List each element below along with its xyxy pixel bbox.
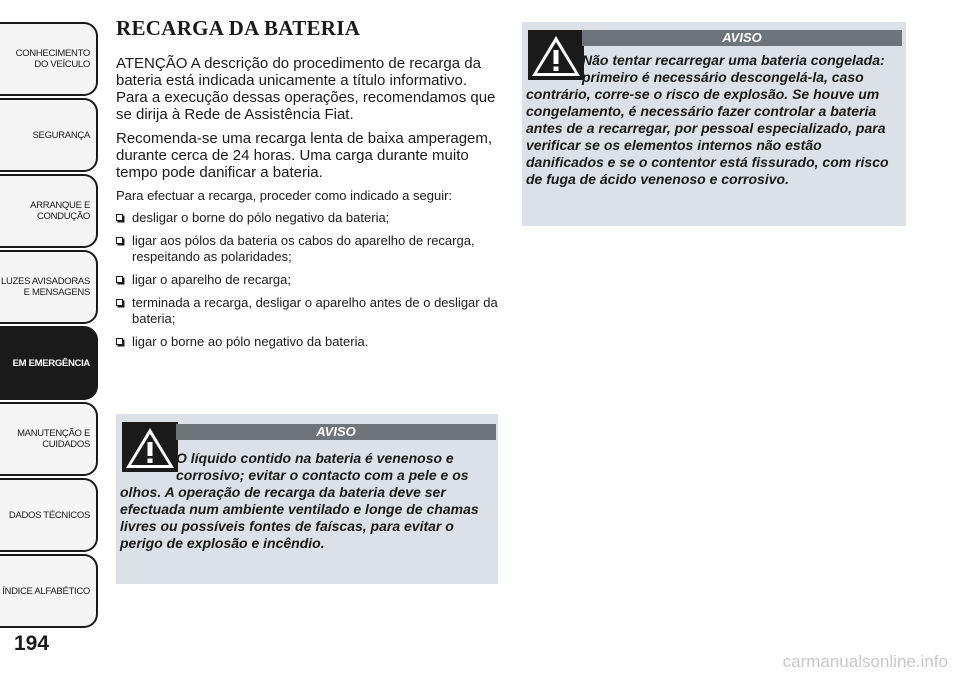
tab-conhecimento-do-veiculo[interactable] <box>0 22 98 96</box>
watermark: carmanualsonline.info <box>782 652 948 671</box>
float-spacer <box>526 52 582 86</box>
checkbox-bullet-icon <box>116 276 123 283</box>
tab-manutencao-e-cuidados[interactable] <box>0 402 98 476</box>
tab-dados-tecnicos[interactable] <box>0 478 98 552</box>
tab-indice-alfabetico[interactable] <box>0 554 98 628</box>
float-spacer <box>120 450 176 484</box>
page-number: 194 <box>14 632 50 655</box>
warning-box-electrolyte <box>116 414 498 584</box>
tab-label: ÍNDICE ALFABÉTICO <box>2 585 90 597</box>
warning-text-block: O líquido contido na bateria é venenoso e corrosivo; evitar o contacto com a pele e os olhos. A operação de recarga da bateria deve ser efectuada num ambiente ventilado e longe de chamas livres ou possíveis fontes de faíscas, para evitar o perigo de explosão e incêndio. <box>120 450 479 551</box>
tab-label: MANUTENÇÃO E CUIDADOS <box>17 428 90 450</box>
tab-label: CONHECIMENTO DO VEÍCULO <box>15 48 90 70</box>
procedure-steps <box>116 210 498 350</box>
warning-box-frozen-battery <box>522 22 906 226</box>
main-column <box>116 16 498 357</box>
procedure-intro: Para efectuar a recarga, proceder como indicado a seguir: <box>116 188 453 203</box>
tab-label: ARRANQUE E CONDUÇÃO <box>30 200 90 222</box>
list-item: terminada a recarga, desligar o aparelho antes de o desligar da bateria; <box>116 295 498 327</box>
tab-em-emergencia[interactable] <box>0 326 98 400</box>
checkbox-bullet-icon <box>116 338 123 345</box>
warning-heading: AVISO <box>582 30 902 46</box>
list-item: desligar o borne do pólo negativo da bateria; <box>116 210 498 226</box>
tab-label: SEGURANÇA <box>32 129 90 141</box>
list-item: ligar aos pólos da bateria os cabos do aparelho de recarga, respeitando as polaridades; <box>116 233 498 265</box>
tab-arranque-e-conducao[interactable] <box>0 174 98 248</box>
warning-heading: AVISO <box>176 424 496 440</box>
list-item: ligar o aparelho de recarga; <box>116 272 498 288</box>
warning-text-block: Não tentar recarregar uma bateria congelada: primeiro é necessário descongelá-la, caso contrário, corre-se o risco de explosão. Se houve um congelamento, é necessário fazer controlar a bateria antes de a recarregar, por pessoal especializado, para verificar se os elementos internos não estão danificados e se o contentor está fissurado, com risco de fuga de ácido venenoso e corrosivo. <box>526 52 889 187</box>
recommendation-paragraph: Recomenda-se uma recarga lenta de baixa amperagem, durante cerca de 24 horas. Uma carga durante muito tempo pode danificar a bateria. <box>116 130 493 181</box>
intro-paragraph: ATENÇÃO A descrição do procedimento de recarga da bateria está indicada unicamente a título informativo. Para a execução dessas operações, recomendamos que se dirija à Rede de Assistência Fiat. <box>116 55 496 123</box>
tab-luzes-avisadoras[interactable] <box>0 250 98 324</box>
tab-label: DADOS TÉCNICOS <box>8 509 90 521</box>
list-item: ligar o borne ao pólo negativo da bateria. <box>116 334 498 350</box>
tab-label: EM EMERGÊNCIA <box>12 357 90 369</box>
checkbox-bullet-icon <box>116 237 123 244</box>
tab-seguranca[interactable] <box>0 98 98 172</box>
tab-label: LUZES AVISADORAS E MENSAGENS <box>1 276 90 298</box>
section-title: RECARGA DA BATERIA <box>116 16 361 40</box>
checkbox-bullet-icon <box>116 299 123 306</box>
checkbox-bullet-icon <box>116 214 123 221</box>
